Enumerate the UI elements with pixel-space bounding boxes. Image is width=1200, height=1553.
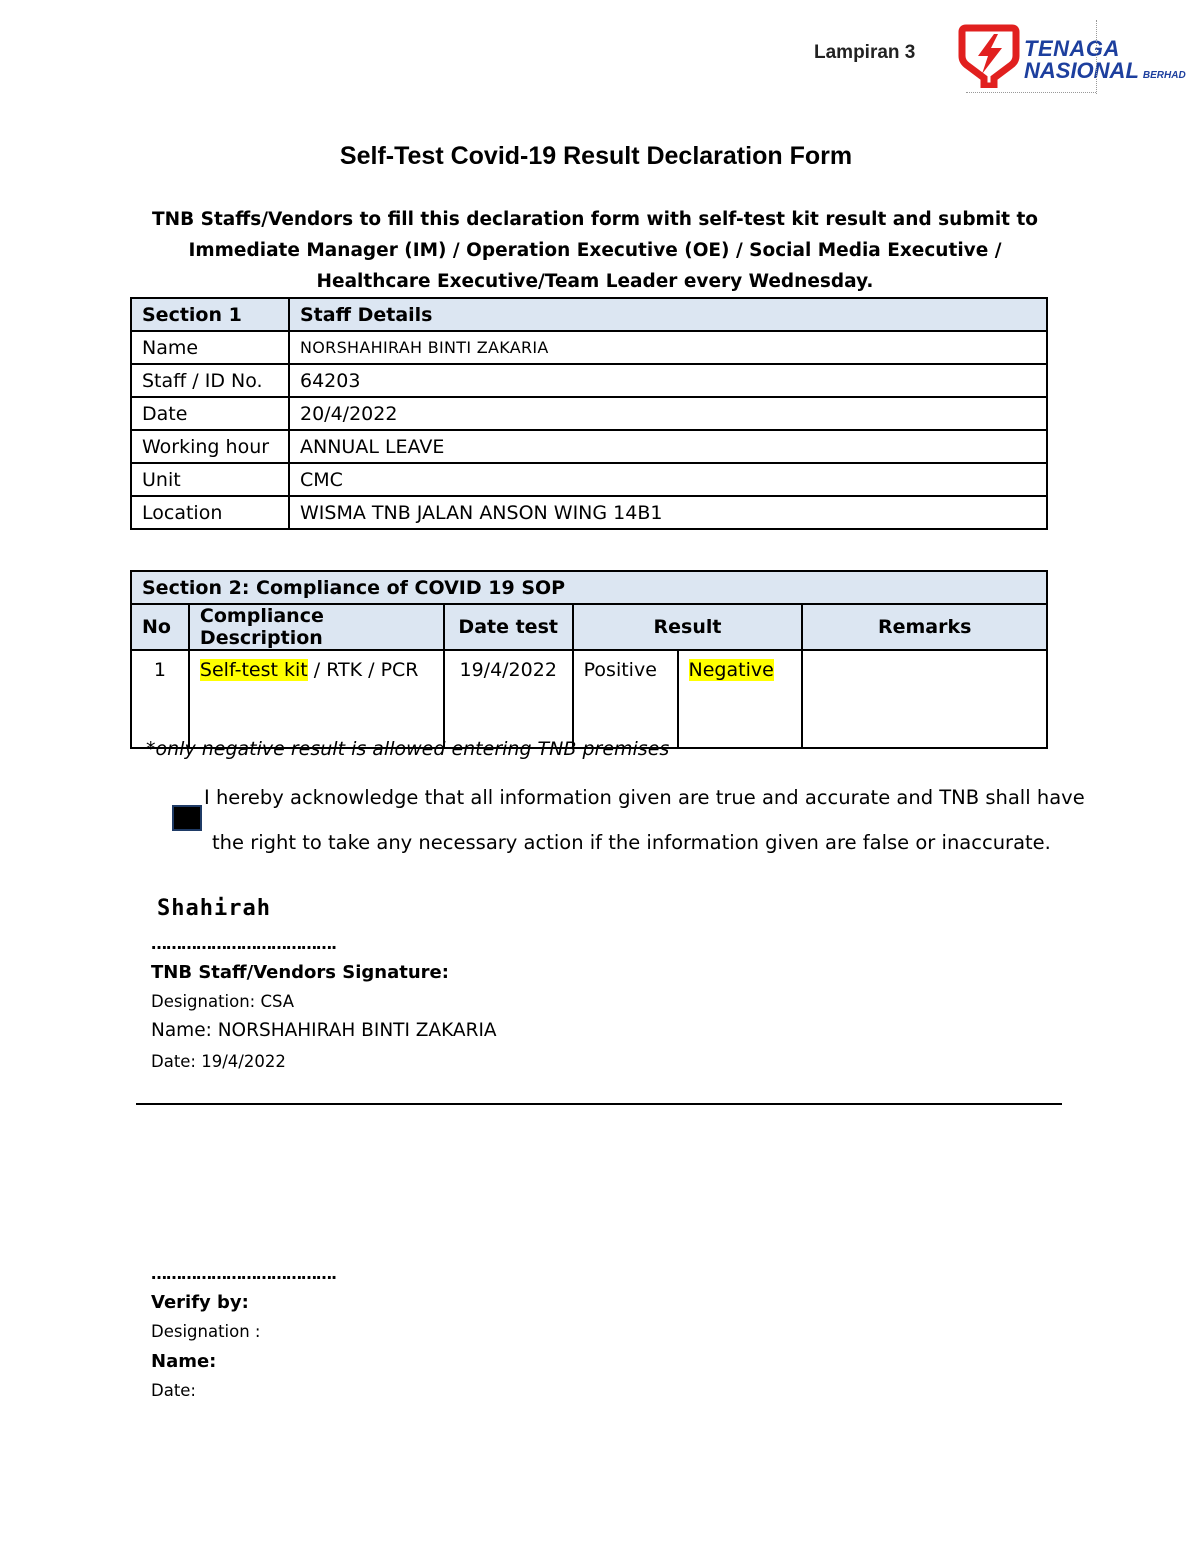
- logo-guide-h: [966, 92, 1096, 93]
- row-label-working-hour: Working hour: [131, 430, 289, 463]
- cell-no: 1: [131, 650, 189, 748]
- table-row: [131, 331, 1047, 364]
- lampiran-label: Lampiran 3: [814, 42, 916, 63]
- section-divider: [136, 1103, 1062, 1105]
- compliance-table: [130, 570, 1048, 749]
- table-row: [131, 364, 1047, 397]
- form-intro: TNB Staffs/Vendors to fill this declaration form with self-test kit result and submit to Immediate Manager (IM) / Operation Executive (OE) / Social Media Executive / Healthcare Executive/Team Leader every Wednesday.: [151, 209, 1039, 292]
- row-value-name[interactable]: NORSHAHIRAH BINTI ZAKARIA: [289, 331, 1047, 364]
- column-header-row: [131, 604, 1047, 650]
- result-negative-cell[interactable]: [678, 650, 803, 748]
- staff-details-table: [130, 297, 1048, 530]
- staff-date[interactable]: Date: 19/4/2022: [151, 1052, 286, 1071]
- col-result: Result: [573, 604, 803, 650]
- logo-guide-v: [1096, 20, 1097, 94]
- verify-designation[interactable]: Designation :: [151, 1322, 261, 1341]
- table-row: [131, 430, 1047, 463]
- col-date-test: Date test: [444, 604, 573, 650]
- col-description: Compliance Description: [189, 604, 444, 650]
- table-row: [131, 463, 1047, 496]
- tenaga-nasional-logo: [958, 22, 1198, 94]
- result-positive-option[interactable]: Positive: [573, 650, 678, 748]
- verify-name[interactable]: Name:: [151, 1351, 217, 1372]
- cell-date-test[interactable]: 19/4/2022: [444, 650, 573, 748]
- cell-remarks[interactable]: [802, 650, 1047, 748]
- col-no: No: [131, 604, 189, 650]
- section1-label: Section 1: [131, 298, 289, 331]
- logo-wordmark: [1024, 38, 1186, 87]
- table-header-row: [131, 571, 1047, 604]
- section1-title: Staff Details: [289, 298, 1047, 331]
- table-row: [131, 496, 1047, 529]
- verify-label: Verify by:: [151, 1292, 249, 1313]
- table-row: [131, 650, 1047, 748]
- acknowledge-text-line1: I hereby acknowledge that all information given are true and accurate and TNB shall have: [204, 786, 1085, 809]
- logo-line1: TENAGA: [1024, 36, 1120, 61]
- row-value-date[interactable]: 20/4/2022: [289, 397, 1047, 430]
- row-value-location[interactable]: WISMA TNB JALAN ANSON WING 14B1: [289, 496, 1047, 529]
- result-negative-option[interactable]: Negative: [688, 659, 774, 681]
- logo-line3: BERHAD: [1142, 70, 1186, 81]
- row-value-working-hour[interactable]: ANNUAL LEAVE: [289, 430, 1047, 463]
- negative-only-note: *only negative result is allowed entering TNB premises: [146, 738, 670, 760]
- logo-line2: NASIONAL: [1024, 58, 1139, 83]
- table-row: [131, 397, 1047, 430]
- staff-signature-label: TNB Staff/Vendors Signature:: [151, 962, 449, 983]
- section2-title: Section 2: Compliance of COVID 19 SOP: [131, 571, 1047, 604]
- row-value-unit[interactable]: CMC: [289, 463, 1047, 496]
- verify-signature-line: ……………………………….: [151, 1264, 337, 1283]
- form-title: Self-Test Covid-19 Result Declaration Form: [339, 142, 853, 170]
- staff-signature[interactable]: Shahirah: [157, 896, 271, 921]
- acknowledge-checkbox[interactable]: [172, 805, 202, 831]
- row-label-unit: Unit: [131, 463, 289, 496]
- selected-test-type[interactable]: Self-test kit: [199, 659, 308, 681]
- row-label-location: Location: [131, 496, 289, 529]
- row-label-name: Name: [131, 331, 289, 364]
- row-label-staff-id: Staff / ID No.: [131, 364, 289, 397]
- col-remarks: Remarks: [802, 604, 1047, 650]
- row-label-date: Date: [131, 397, 289, 430]
- verify-date[interactable]: Date:: [151, 1381, 196, 1400]
- acknowledge-text-line2: the right to take any necessary action if the information given are false or inaccurate.: [212, 831, 1051, 854]
- staff-designation[interactable]: Designation: CSA: [151, 992, 295, 1011]
- signature-line: ……………………………….: [151, 934, 337, 953]
- tnb-emblem-icon: [958, 22, 1020, 88]
- row-value-staff-id[interactable]: 64203: [289, 364, 1047, 397]
- table-header-row: [131, 298, 1047, 331]
- staff-name[interactable]: Name: NORSHAHIRAH BINTI ZAKARIA: [151, 1020, 497, 1041]
- other-test-types: / RTK / PCR: [307, 659, 419, 681]
- cell-description: [189, 650, 444, 748]
